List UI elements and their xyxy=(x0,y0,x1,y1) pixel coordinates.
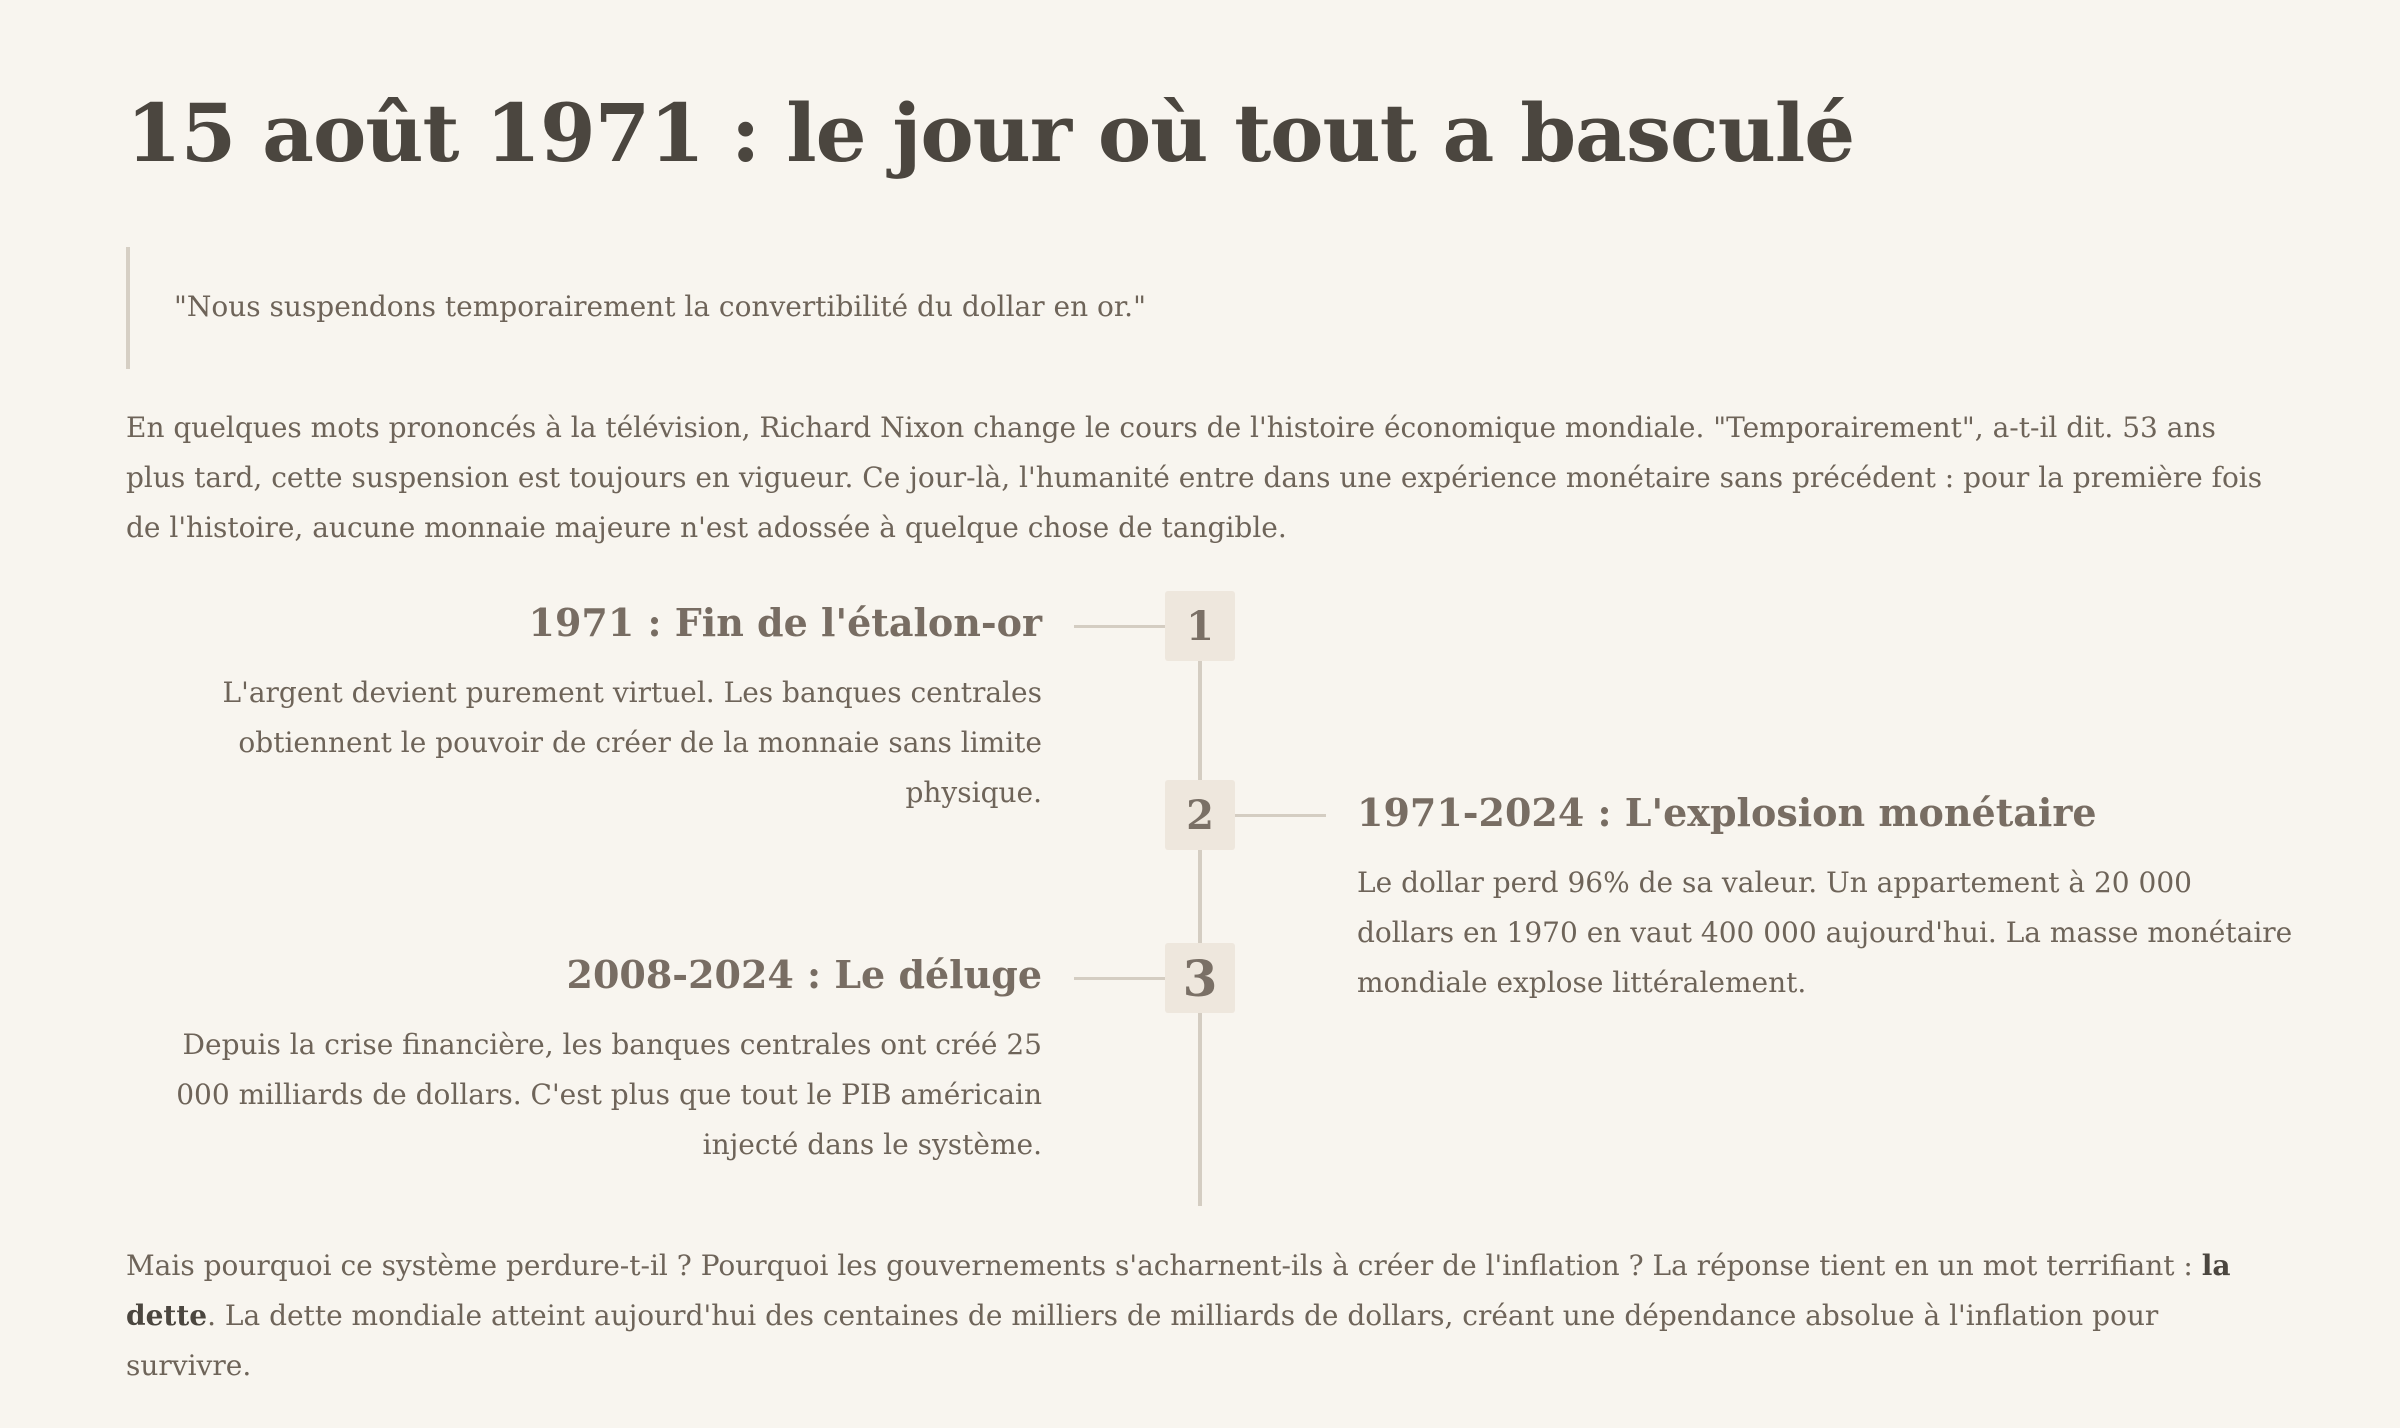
badge-number: 2 xyxy=(1186,791,1214,839)
timeline-connector-1 xyxy=(1074,625,1166,628)
conclusion-text-start: Mais pourquoi ce système perdure-t-il ? Pourquoi les gouvernements s'acharnent-ils à créer de l'inflation ? La réponse tient en un mot terrifiant : xyxy=(126,1249,2202,1282)
timeline-axis xyxy=(1198,620,1202,1206)
event-3-text: Depuis la crise financière, les banques centrales ont créé 25 000 milliards de dollars. C'est plus que tout le PIB américain injecté dans le système. xyxy=(176,1028,1042,1161)
event-3-title: 2008-2024 : Le déluge xyxy=(566,952,1042,997)
timeline-badge-3 xyxy=(1165,943,1235,1013)
timeline-connector-3 xyxy=(1074,977,1166,980)
timeline-connector-2 xyxy=(1234,814,1326,817)
event-1-title: 1971 : Fin de l'étalon-or xyxy=(528,600,1042,645)
quote-text: "Nous suspendons temporairement la convertibilité du dollar en or." xyxy=(174,290,1146,323)
event-2-text: Le dollar perd 96% de sa valeur. Un appartement à 20 000 dollars en 1970 en vaut 400 000 aujourd'hui. La masse monétaire mondiale explose littéralement. xyxy=(1357,866,2293,999)
event-2-title: 1971-2024 : L'explosion monétaire xyxy=(1357,790,2097,835)
conclusion-paragraph xyxy=(126,1241,2276,1391)
page-title: 15 août 1971 : le jour où tout a basculé xyxy=(126,86,1855,180)
badge-number: 3 xyxy=(1182,948,1218,1008)
nixon-quote xyxy=(126,247,1526,369)
event-1-text: L'argent devient purement virtuel. Les banques centrales obtiennent le pouvoir de créer de la monnaie sans limite physique. xyxy=(222,676,1042,809)
intro-paragraph: En quelques mots prononcés à la télévision, Richard Nixon change le cours de l'histoire économique mondiale. "Temporairement", a-t-il dit. 53 ans plus tard, cette suspension est toujours en vigueur. Ce jour-là, l'humanité entre dans une expérience monétaire sans précédent : pour la première fois de l'histoire, aucune monnaie majeure n'est adossée à quelque chose de tangible. xyxy=(126,411,2263,544)
conclusion-text-end: . La dette mondiale atteint aujourd'hui des centaines de milliers de milliards de dollars, créant une dépendance absolue à l'inflation pour survivre. xyxy=(126,1299,2159,1382)
timeline-badge-2 xyxy=(1165,780,1235,850)
conclusion-emphasis: la dette xyxy=(126,1249,2231,1332)
timeline-badge-1 xyxy=(1165,591,1235,661)
badge-number: 1 xyxy=(1186,602,1214,650)
